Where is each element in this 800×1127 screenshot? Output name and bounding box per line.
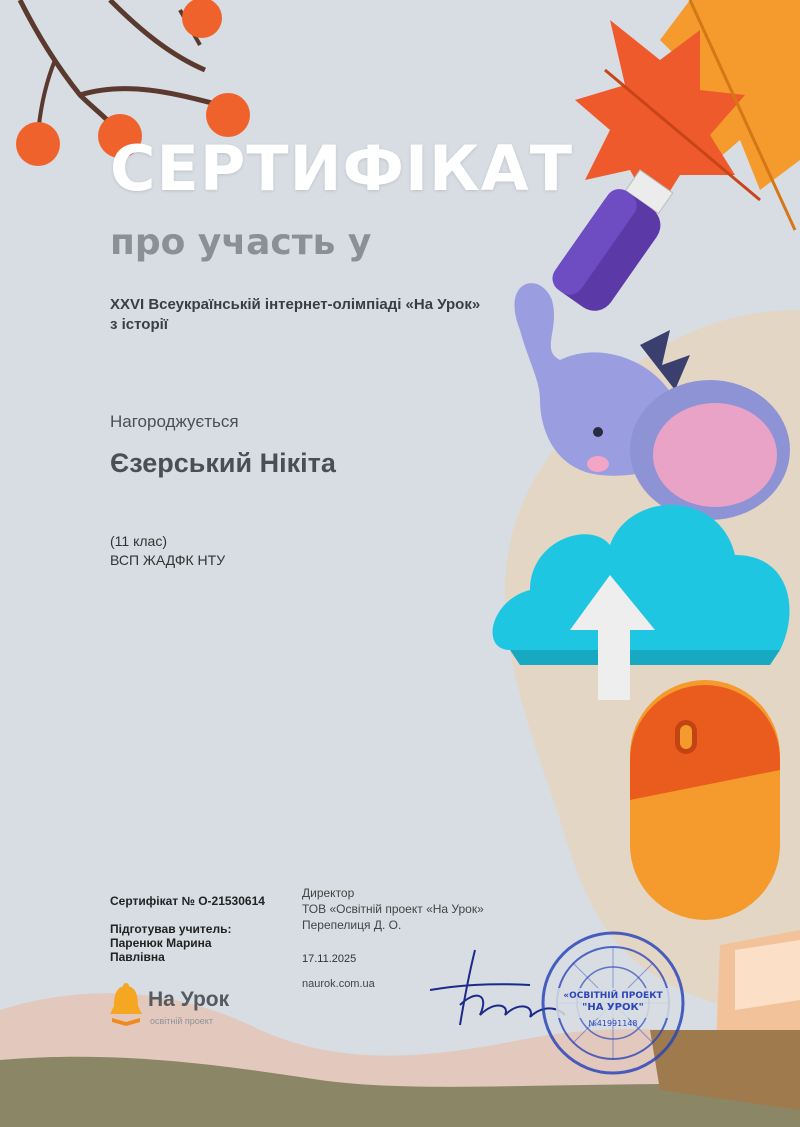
logo-tagline: освітній проект	[150, 1016, 213, 1026]
teacher-name-line2: Павлівна	[110, 950, 165, 964]
stamp-code: №41991148	[588, 1019, 638, 1028]
issue-date: 17.11.2025	[302, 953, 357, 965]
recipient-details	[110, 532, 225, 570]
certificate-number: Сертифікат № О-21530614	[110, 894, 265, 908]
prepared-by	[110, 922, 231, 964]
director-title: Директор	[302, 886, 355, 900]
recipient-school: ВСП ЖАДФК НТУ	[110, 552, 226, 568]
director-block	[302, 885, 484, 933]
company-stamp	[538, 928, 688, 1078]
website-link[interactable]: naurok.com.ua	[302, 978, 375, 990]
stamp-line1: «ОСВІТНІЙ ПРОЕКТ	[563, 991, 663, 1001]
awarded-label: Нагороджується	[110, 412, 239, 431]
teacher-name-line1: Паренюк Марина	[110, 936, 212, 950]
certificate-subtitle: про участь у	[110, 222, 372, 263]
prepared-by-label: Підготував учитель:	[110, 922, 232, 936]
recipient-name: Єзерський Нікіта	[110, 448, 336, 478]
certificate-title: СЕРТИФІКАТ	[110, 132, 573, 205]
bell-logo-icon	[108, 982, 144, 1026]
event-description	[110, 295, 480, 335]
naurok-logo[interactable]	[108, 982, 258, 1030]
stamp-line2: "НА УРОК"	[582, 1002, 644, 1013]
recipient-grade: (11 клас)	[110, 533, 167, 549]
director-name: Перепелиця Д. О.	[302, 918, 402, 932]
company-name: ТОВ «Освітній проект «На Урок»	[302, 902, 484, 916]
event-name: XXVI Всеукраїнській інтернет-олімпіаді «На Урок»	[110, 296, 481, 313]
computer-mouse-icon	[630, 680, 780, 920]
logo-name: На Урок	[148, 988, 230, 1011]
event-subject: з історії	[110, 316, 168, 333]
